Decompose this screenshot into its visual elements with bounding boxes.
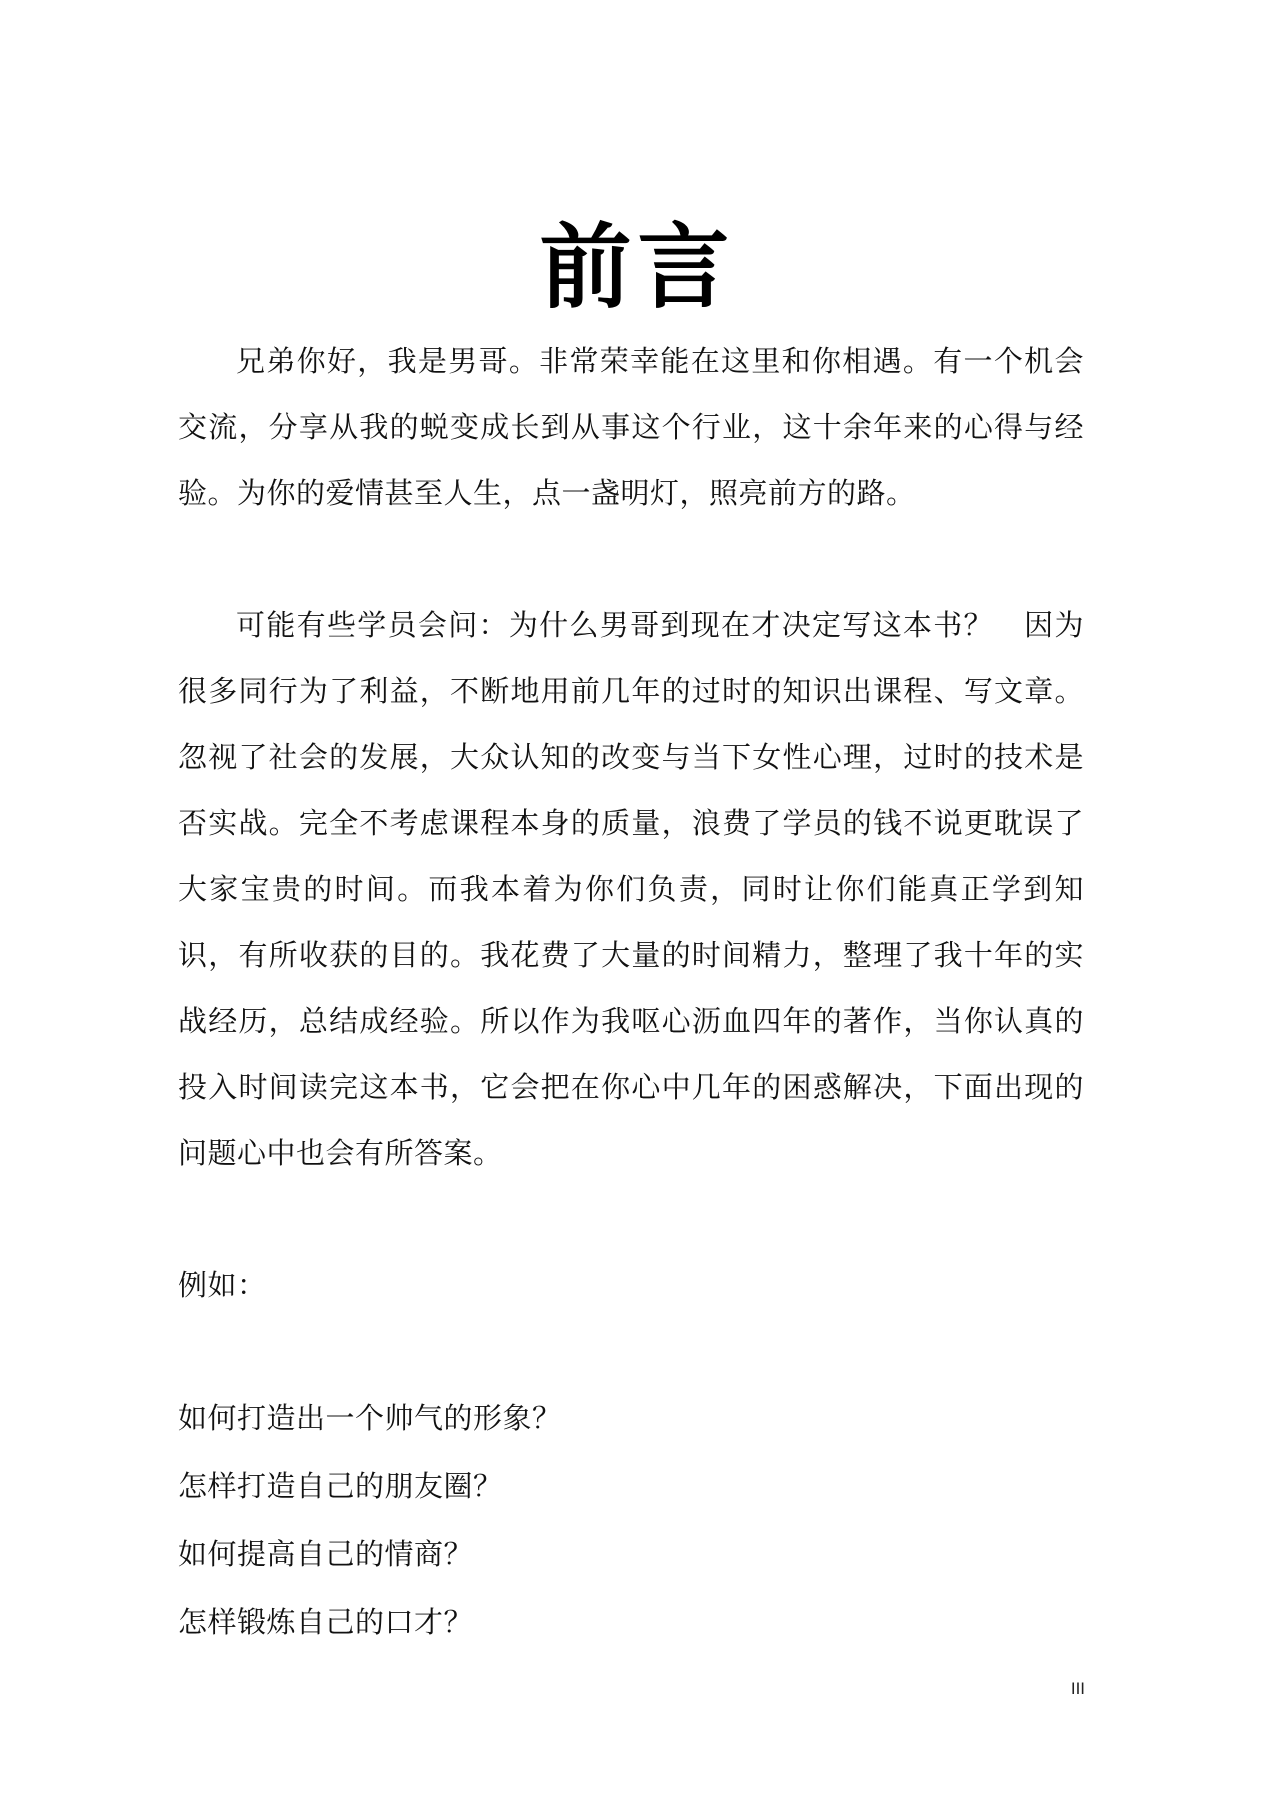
intro-paragraph: 兄弟你好，我是男哥。非常荣幸能在这里和你相遇。有一个机会交流，分享从我的蜕变成长到从事这个行业，这十余年来的心得与经验。为你的爱情甚至人生，点一盏明灯，照亮前方的路。 [178,344,1084,510]
page-title: 前言 [539,213,736,321]
question-item: 如何打造出一个帅气的形象？ [178,1401,562,1435]
examples-lead: 例如： [178,1268,267,1302]
reason-paragraph: 可能有些学员会问：为什么男哥到现在才决定写这本书？ 因为很多同行为了利益，不断地用前几年的过时的知识出课程、写文章。忽视了社会的发展，大众认知的改变与当下女性心理，过时的技术是否实战。完全不考虑课程本身的质量，浪费了学员的钱不说更耽误了大家宝贵的时间。而我本着为你们负责，同时让你们能真正学到知识，有所收获的目的。我花费了大量的时间精力，整理了我十年的实战经历，总结成经验。所以作为我呕心沥血四年的著作，当你认真的投入时间读完这本书，它会把在你心中几年的困惑解决，下面出现的问题心中也会有所答案。 [178,608,1084,1170]
question-item: 如何提高自己的情商？ [178,1537,474,1571]
page-number: III [1070,1679,1085,1698]
question-item: 怎样打造自己的朋友圈？ [178,1469,503,1503]
page-body [178,328,1084,1656]
question-list [178,1384,1084,1656]
question-item: 怎样锻炼自己的口才？ [178,1605,474,1639]
